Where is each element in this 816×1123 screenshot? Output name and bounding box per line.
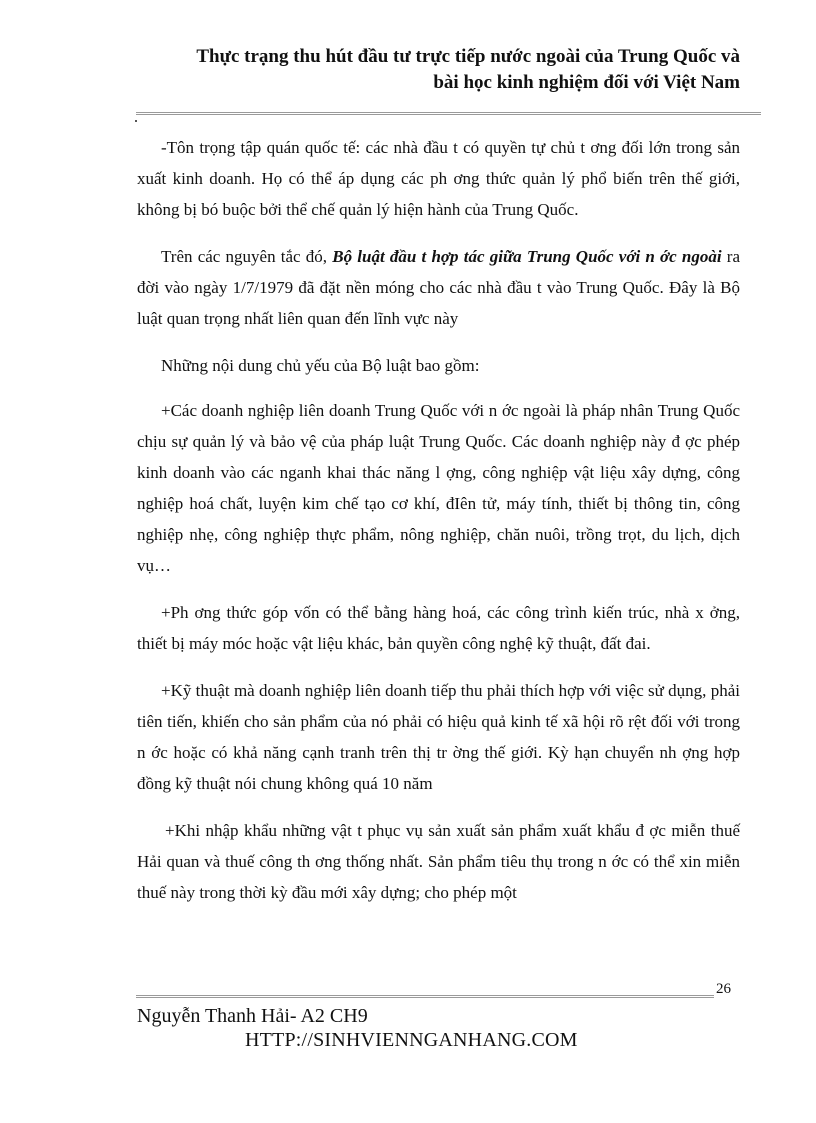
header-title-line-2: bài học kinh nghiệm đối với Việt Nam bbox=[433, 72, 740, 93]
page-header bbox=[100, 44, 740, 96]
paragraph-joint-ventures: +Các doanh nghiệp liên doanh Trung Quốc với n ớc ngoài là pháp nhân Trung Quốc chịu sự quản lý và bảo vệ của pháp luật Trung Quốc. Các doanh nghiệp này đ ợc phép kinh doanh vào các nganh khai thác năng l ợng, công nghiệp vật liệu xây dựng, công nghiệp hoá chất, luyện kim chế tạo cơ khí, đIên tử, máy tính, thiết bị thông tin, công nghiệp nhẹ, công nghiệp thực phẩm, nông nghiệp, chăn nuôi, trồng trọt, du lịch, dịch vụ… bbox=[137, 401, 740, 575]
footer-divider bbox=[136, 995, 714, 998]
paragraph-import-tax: +Khi nhập khẩu những vật t phục vụ sản xuất sản phẩm xuất khẩu đ ợc miễn thuế Hải quan và thuế công th ơng thống nhất. Sản phẩm tiêu thụ trong n ớc có thể xin miễn thuế này trong thời kỳ đầu mới xây dựng; cho phép một bbox=[137, 821, 740, 902]
paragraph-technology: +Kỹ thuật mà doanh nghiệp liên doanh tiếp thu phải thích hợp với việc sử dụng, phải tiên tiến, khiến cho sản phẩm của nó phải có hiệu quả kinh tế xã hội rõ rệt đối với trong n ớc hoặc có khả năng cạnh tranh trên thị tr ờng thế giới. Kỳ hạn chuyển nh ợng hợp đồng kỹ thuật nói chung không quá 10 năm bbox=[137, 681, 740, 793]
header-title-line-1: Thực trạng thu hút đầu tư trực tiếp nước ngoài của Trung Quốc và bbox=[196, 46, 740, 67]
header-mark bbox=[135, 120, 137, 122]
footer-url: HTTP://SINHVIENNGANHANG.COM bbox=[245, 1029, 578, 1051]
paragraph-main-contents: Những nội dung chủ yếu của Bộ luật bao gồm: bbox=[161, 356, 480, 375]
law-title: Bộ luật đầu t hợp tác giữa Trung Quốc với n ớc ngoài bbox=[332, 247, 722, 266]
footer-author: Nguyễn Thanh Hải- A2 CH9 bbox=[137, 1005, 368, 1027]
paragraph-investment-law bbox=[137, 241, 740, 334]
page-number: 26 bbox=[716, 981, 731, 997]
header-divider bbox=[136, 112, 761, 115]
paragraph-investment-law-suffix: ra đời vào ngày 1/7/1979 đã đặt nền móng cho các nhà đầu t vào Trung Quốc. Đây là Bộ luật quan trọng nhất liên quan đến lĩnh vực này bbox=[137, 247, 740, 328]
document-body bbox=[137, 132, 740, 924]
paragraph-international-practice: -Tôn trọng tập quán quốc tế: các nhà đầu t có quyền tự chủ t ơng đối lớn trong sản xuất kinh doanh. Họ có thể áp dụng các ph ơng thức quản lý phổ biến trên thế giới, không bị bó buộc bởi thể chế quản lý hiện hành của Trung Quốc. bbox=[137, 138, 740, 219]
paragraph-capital-contribution: +Ph ơng thức góp vốn có thể bằng hàng hoá, các công trình kiến trúc, nhà x ởng, thiết bị máy móc hoặc vật liệu khác, bản quyền công nghệ kỹ thuật, đất đai. bbox=[137, 603, 740, 653]
paragraph-investment-law-prefix: Trên các nguyên tắc đó, bbox=[161, 247, 333, 266]
